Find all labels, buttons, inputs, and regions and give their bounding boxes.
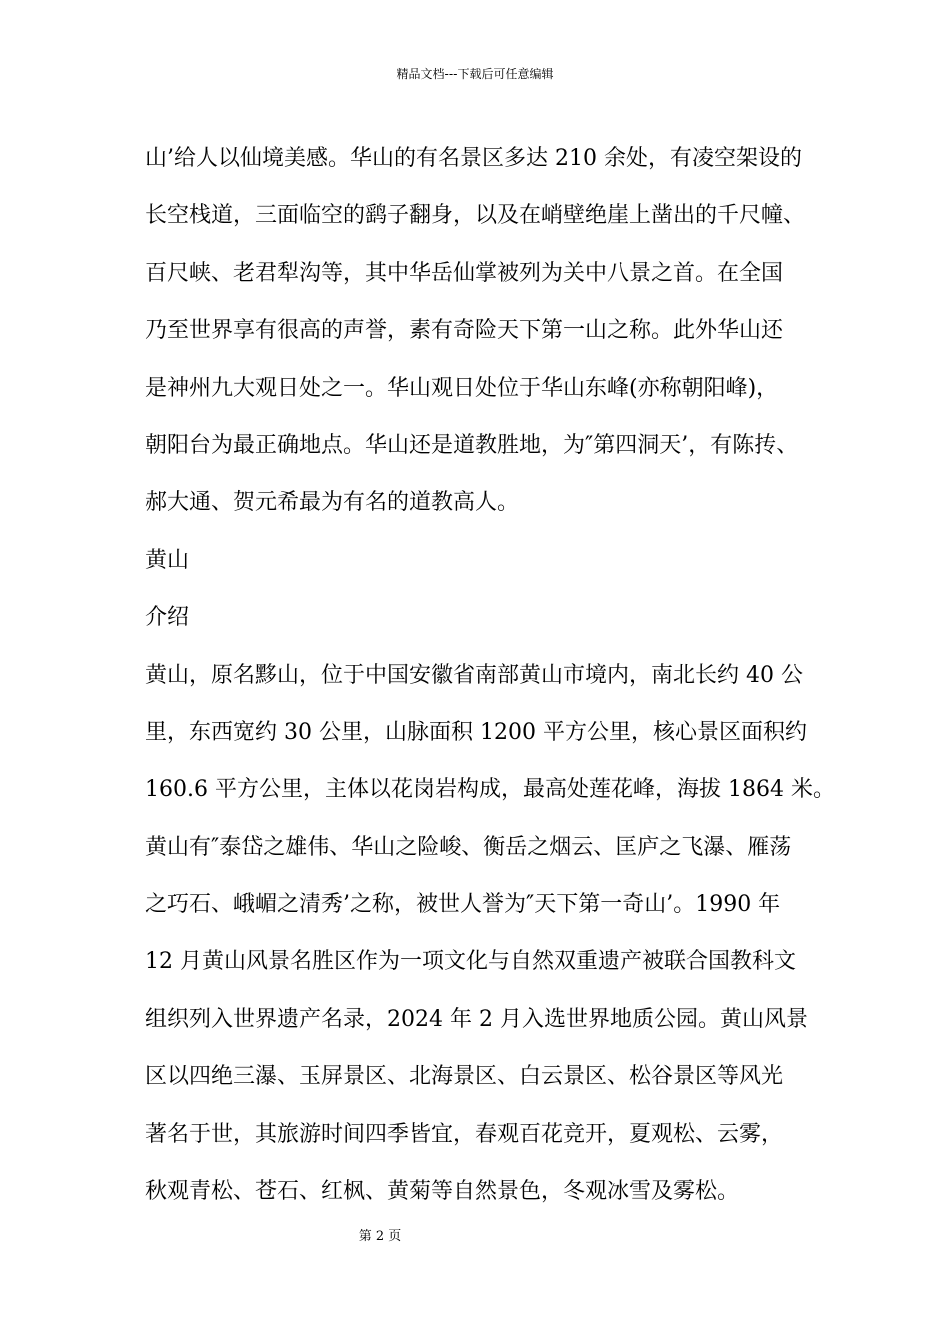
- document-body: [145, 130, 835, 1220]
- text-line: 区以四绝三瀑、玉屏景区、北海景区、白云景区、松谷景区等风光: [145, 1064, 784, 1090]
- text-line: 160.6 平方公里，主体以花岗岩构成，最高处莲花峰，海拔 1864 米。: [145, 777, 835, 803]
- text-line: 著名于世，其旅游时间四季皆宜，春观百花竞开，夏观松、云雾，: [145, 1121, 784, 1147]
- text-line: 乃至世界享有很高的声誉，素有奇险天下第一山之称。此外华山还: [145, 318, 784, 344]
- text-line: 山’给人以仙境美感。华山的有名景区多达 210 余处，有凌空架设的: [145, 146, 802, 171]
- text-line: 百尺峡、老君犁沟等，其中华岳仙掌被列为关中八景之首。在全国: [145, 260, 784, 286]
- section-heading: 黄山: [145, 547, 190, 573]
- text-line: 之巧石、峨嵋之清秀’之称，被世人誉为″天下第一奇山’。1990 年: [145, 892, 781, 918]
- text-line: 12 月黄山风景名胜区作为一项文化与自然双重遗产被联合国教科文: [145, 949, 796, 975]
- text-line: 朝阳台为最正确地点。华山还是道教胜地，为″第四洞天’，有陈抟、: [145, 432, 799, 458]
- text-line: 黄山，原名黟山，位于中国安徽省南部黄山市境内，南北长约 40 公: [145, 662, 803, 688]
- text-line: 组织列入世界遗产名录，2024 年 2 月入选世界地质公园。黄山风景: [145, 1006, 808, 1032]
- page-number: 第 2 页: [358, 1229, 402, 1244]
- text-line: 长空栈道，三面临空的鹞子翻身，以及在峭壁绝崖上凿出的千尺幢、: [145, 203, 806, 229]
- text-line: 是神州九大观日处之一。华山观日处位于华山东峰(亦称朝阳峰)，: [145, 375, 779, 401]
- page-header: 精品文档---下载后可任意编辑: [396, 67, 554, 81]
- text-line: 郝大通、贺元希最为有名的道教高人。: [145, 490, 520, 516]
- text-line: 里，东西宽约 30 公里，山脉面积 1200 平方公里，核心景区面积约: [145, 719, 807, 745]
- text-line: 黄山有″泰岱之雄伟、华山之险峻、衡岳之烟云、匡庐之飞瀑、雁荡: [145, 834, 792, 860]
- subsection-heading: 介绍: [145, 605, 190, 631]
- text-line: 秋观青松、苍石、红枫、黄菊等自然景色，冬观冰雪及雾松。: [145, 1179, 740, 1205]
